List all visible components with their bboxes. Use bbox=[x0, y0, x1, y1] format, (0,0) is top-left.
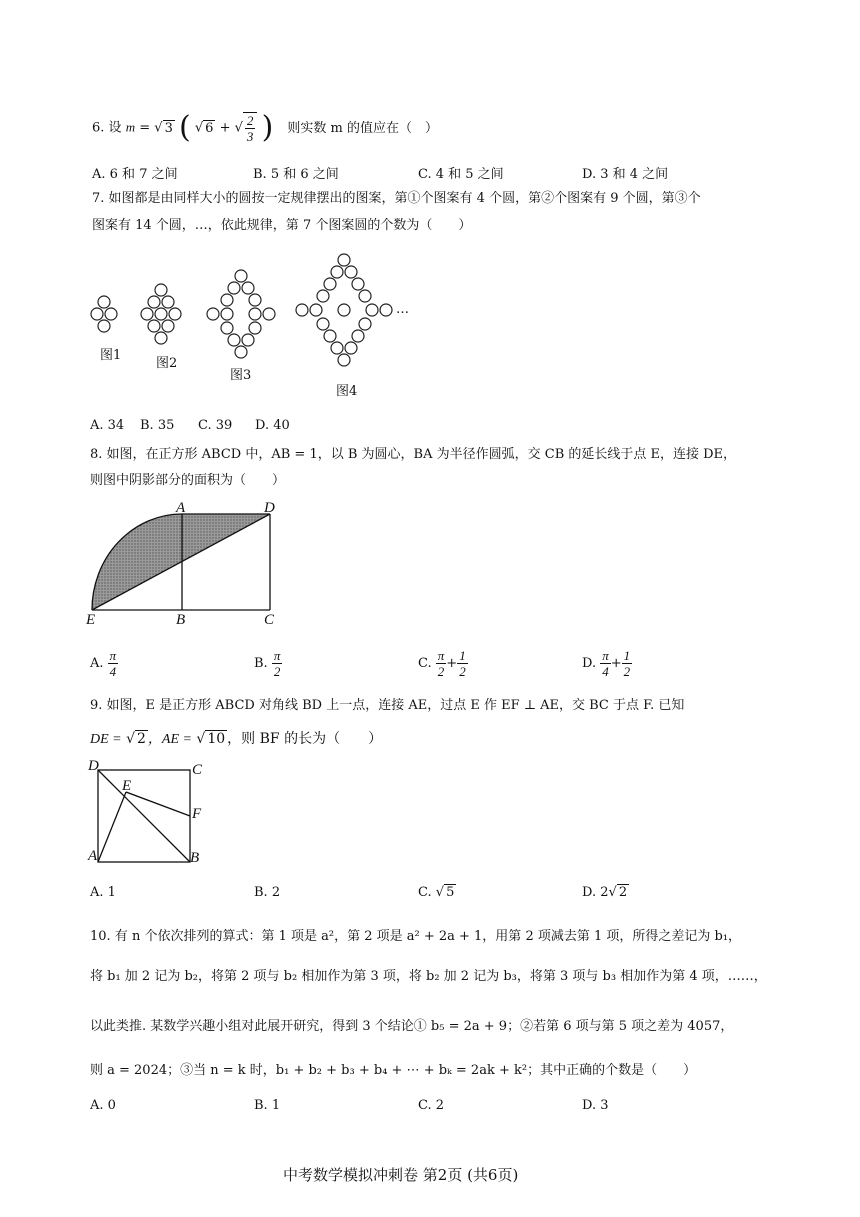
q9-de-sqrt-symbol: √ bbox=[126, 731, 135, 747]
q8-point-d: D bbox=[264, 500, 275, 516]
q6-sqrt6: 6 bbox=[205, 120, 214, 136]
q9-ae-sqrt-symbol: √ bbox=[196, 731, 206, 747]
q9-de-value: 2 bbox=[136, 731, 146, 747]
q6-option-b: B. 5 和 6 之间 bbox=[253, 167, 339, 182]
q7-option-a: A. 34 bbox=[90, 418, 125, 433]
q6-m: m bbox=[125, 119, 136, 135]
q9-option-d-coef: 2 bbox=[600, 885, 609, 900]
q8-option-c-den1: 2 bbox=[437, 664, 445, 679]
q9-option-d-letter: D. bbox=[582, 885, 597, 900]
q8-point-b: B bbox=[176, 612, 186, 628]
q6-fraction bbox=[243, 112, 258, 144]
q8-option-c-letter: C. bbox=[418, 656, 432, 671]
q6-frac-den: 3 bbox=[246, 129, 254, 144]
q6-sqrt-frac-symbol: √ bbox=[234, 120, 243, 136]
q8-option-d-den1: 4 bbox=[602, 664, 609, 679]
q9-de-label: DE = bbox=[90, 732, 122, 747]
q9-ae-value: 10 bbox=[207, 731, 226, 747]
page-footer: 中考数学模拟冲刺卷 第2页 (共6页) bbox=[283, 1166, 519, 1184]
q6-sqrt3: 3 bbox=[164, 120, 173, 136]
q8-point-a: A bbox=[176, 500, 186, 516]
q7-label-fig1: 图1 bbox=[100, 348, 122, 363]
q8-option-a-letter: A. bbox=[90, 656, 104, 671]
q8-option-b-letter: B. bbox=[254, 656, 268, 671]
q8-line2: 则图中阴影部分的面积为（ ） bbox=[90, 473, 286, 488]
q9-option-c-value: 5 bbox=[446, 885, 455, 900]
q8-option-b-fraction bbox=[272, 648, 283, 679]
q7-label-fig3: 图3 bbox=[230, 368, 252, 383]
q8-option-a-num: π bbox=[109, 648, 117, 663]
q10-option-c: C. 2 bbox=[418, 1098, 445, 1113]
q9-option-d-value: 2 bbox=[618, 885, 628, 900]
q6-option-a: A. 6 和 7 之间 bbox=[92, 167, 178, 182]
q9-option-c bbox=[418, 885, 456, 900]
q10-option-b: B. 1 bbox=[254, 1098, 281, 1113]
q7-option-d: D. 40 bbox=[255, 418, 290, 433]
q8-option-c-num1: π bbox=[437, 648, 445, 663]
q9-option-c-letter: C. bbox=[418, 885, 432, 900]
q6-paren-open: ( bbox=[179, 110, 191, 145]
q6-suffix: 则实数 m 的值应在（ ） bbox=[287, 120, 439, 136]
q10-option-d: D. 3 bbox=[582, 1098, 609, 1113]
q8-option-a-fraction bbox=[108, 648, 119, 679]
q9-line2 bbox=[90, 730, 382, 749]
q6-paren-close: ) bbox=[261, 110, 274, 145]
q6-eq: = bbox=[139, 120, 151, 136]
q8-option-d-num1: π bbox=[602, 648, 609, 663]
q8-option-a-den: 4 bbox=[109, 664, 117, 679]
q10-line1: 10. 有 n 个依次排列的算式：第 1 项是 a²，第 2 项是 a² + 2a + 1，用第 2 项减去第 1 项，所得之差记为 b₁， bbox=[90, 929, 742, 944]
q7-option-b: B. 35 bbox=[140, 418, 175, 433]
q8-option-d-fraction1 bbox=[600, 648, 611, 679]
q6-frac-num: 2 bbox=[246, 113, 254, 128]
q8-option-b-den: 2 bbox=[273, 664, 281, 679]
q7-option-c: C. 39 bbox=[198, 418, 233, 433]
q8-option-b bbox=[254, 648, 282, 679]
q7-line2: 图案有 14 个圆，…，依此规律，第 7 个图案圆的个数为（ ） bbox=[92, 218, 472, 233]
q8-option-b-num: π bbox=[273, 648, 281, 663]
q9-option-c-sqrt-symbol: √ bbox=[435, 885, 445, 900]
q8-option-d bbox=[582, 648, 632, 679]
q8-option-a bbox=[90, 648, 118, 679]
q8-option-c-plus: + bbox=[446, 656, 458, 671]
q6-stem bbox=[92, 112, 438, 144]
q7-ellipsis: … bbox=[396, 302, 409, 317]
q9-point-b: B bbox=[190, 850, 200, 866]
q8-option-c-den2: 2 bbox=[459, 664, 466, 679]
q7-label-fig2: 图2 bbox=[156, 356, 178, 371]
q7-line1: 7. 如图都是由同样大小的圆按一定规律摆出的图案，第①个图案有 4 个圆，第②个图案有 9 个圆，第③个 bbox=[92, 191, 701, 206]
q10-line3: 以此类推. 某数学兴趣小组对此展开研究，得到 3 个结论① b₅ = 2a + 9；②若第 6 项与第 5 项之差为 4057， bbox=[90, 1019, 734, 1034]
q6-plus: + bbox=[219, 120, 231, 136]
q8-option-d-plus: + bbox=[610, 656, 622, 671]
q9-tail: ，则 BF 的长为（ ） bbox=[227, 731, 383, 747]
q6-prefix: 设 bbox=[108, 120, 122, 136]
q8-option-d-letter: D. bbox=[582, 656, 597, 671]
q9-option-a: A. 1 bbox=[90, 885, 116, 900]
q6-option-c: C. 4 和 5 之间 bbox=[418, 167, 504, 182]
q8-option-d-fraction2 bbox=[622, 648, 633, 679]
q6-sqrt3-symbol: √ bbox=[154, 120, 163, 136]
q9-point-a: A bbox=[88, 848, 98, 864]
q8-point-e: E bbox=[86, 612, 96, 628]
q8-option-d-den2: 2 bbox=[623, 664, 631, 679]
q9-option-d-sqrt-symbol: √ bbox=[608, 885, 617, 900]
q9-option-b: B. 2 bbox=[254, 885, 281, 900]
q9-point-c: C bbox=[192, 762, 203, 778]
q8-option-c bbox=[418, 648, 468, 679]
q8-option-c-fraction1 bbox=[436, 648, 447, 679]
q9-ae-label: ，AE = bbox=[147, 732, 192, 747]
q8-option-c-fraction2 bbox=[457, 648, 468, 679]
q10-line2: 将 b₁ 加 2 记为 b₂，将第 2 项与 b₂ 相加作为第 3 项，将 b₂ 加 2 记为 b₃，将第 3 项与 b₃ 相加作为第 4 项，……， bbox=[90, 969, 767, 984]
q6-sqrt6-symbol: √ bbox=[194, 120, 204, 136]
q8-option-d-num2: 1 bbox=[623, 648, 631, 663]
q9-point-e: E bbox=[122, 778, 132, 794]
q7-label-fig4: 图4 bbox=[336, 384, 358, 399]
q6-number: 6. bbox=[92, 120, 105, 136]
q8-option-c-num2: 1 bbox=[459, 648, 466, 663]
q8-line1: 8. 如图，在正方形 ABCD 中，AB = 1，以 B 为圆心，BA 为半径作圆弧，交 CB 的延长线于点 E，连接 DE， bbox=[90, 447, 737, 462]
q10-line4: 则 a = 2024；③当 n = k 时，b₁ + b₂ + b₃ + b₄ + ⋯ + bₖ = 2ak + k²；其中正确的个数是（ ） bbox=[90, 1063, 697, 1078]
q7-circle-figure bbox=[86, 248, 426, 398]
q6-option-d: D. 3 和 4 之间 bbox=[582, 167, 669, 182]
q9-line1: 9. 如图，E 是正方形 ABCD 对角线 BD 上一点，连接 AE，过点 E 作 EF ⊥ AE，交 BC 于点 F. 已知 bbox=[90, 698, 685, 713]
q10-option-a: A. 0 bbox=[90, 1098, 116, 1113]
q8-point-c: C bbox=[264, 612, 275, 628]
q9-option-d bbox=[582, 885, 629, 900]
q9-point-f: F bbox=[192, 806, 202, 822]
q9-point-d: D bbox=[88, 758, 99, 774]
